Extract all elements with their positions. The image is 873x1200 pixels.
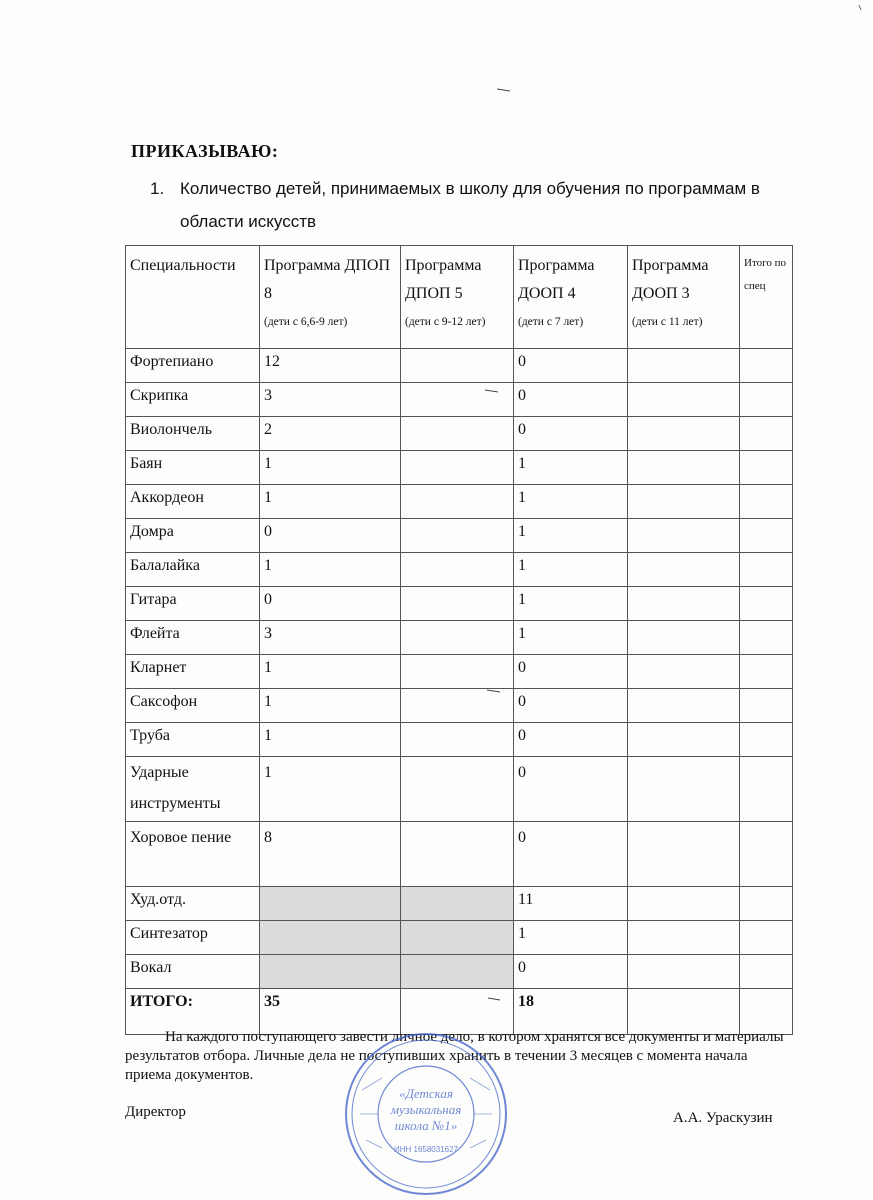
cell-dpop5 <box>401 921 514 955</box>
header-dpop8: Программа ДПОП 8 (дети с 6,6-9 лет) <box>260 246 401 349</box>
cell-specialty: Хоровое пение <box>126 822 260 887</box>
table-row <box>126 383 793 417</box>
cell-total <box>740 349 793 383</box>
header-specialties: Специальности <box>126 246 260 349</box>
director-label: Директор <box>125 1104 186 1120</box>
stamp-inn: ИНН 1658031627 <box>393 1145 459 1154</box>
cell-specialty: Вокал <box>126 955 260 989</box>
cell-dpop5 <box>401 519 514 553</box>
cell-total <box>740 383 793 417</box>
cell-doop4: 11 <box>514 887 628 921</box>
cell-doop3 <box>628 553 740 587</box>
cell-doop3 <box>628 519 740 553</box>
cell-dpop5 <box>401 451 514 485</box>
cell-total <box>740 519 793 553</box>
cell-dpop5 <box>401 485 514 519</box>
cell-specialty: Худ.отд. <box>126 887 260 921</box>
cell-specialty: Баян <box>126 451 260 485</box>
item-text: Количество детей, принимаемых в школу для обучения по программам в области искусств <box>180 179 760 231</box>
cell-total <box>740 822 793 887</box>
table-row <box>126 553 793 587</box>
cell-total <box>740 553 793 587</box>
order-item-1 <box>150 172 800 238</box>
cell-dpop5 <box>401 887 514 921</box>
cell-doop3 <box>628 451 740 485</box>
table-row <box>126 621 793 655</box>
cell-dpop8: 2 <box>260 417 401 451</box>
table-row <box>126 955 793 989</box>
cell-total <box>740 689 793 723</box>
cell-specialty: Ударные инструменты <box>126 757 260 822</box>
cell-doop4: 1 <box>514 519 628 553</box>
stamp-line-3: школа №1» <box>394 1118 458 1133</box>
table-row <box>126 723 793 757</box>
cell-total <box>740 621 793 655</box>
cell-doop4: 0 <box>514 417 628 451</box>
cell-dpop5 <box>401 689 514 723</box>
cell-doop3 <box>628 621 740 655</box>
cell-doop3 <box>628 822 740 887</box>
cell-specialty: Гитара <box>126 587 260 621</box>
cell-dpop8 <box>260 887 401 921</box>
cell-total-dpop8: 35 <box>260 989 401 1035</box>
cell-dpop5 <box>401 349 514 383</box>
cell-total <box>740 451 793 485</box>
cell-doop3 <box>628 485 740 519</box>
cell-total <box>740 921 793 955</box>
cell-dpop8: 12 <box>260 349 401 383</box>
cell-dpop5 <box>401 955 514 989</box>
cell-specialty: Виолончель <box>126 417 260 451</box>
cell-dpop8: 1 <box>260 655 401 689</box>
cell-doop4: 1 <box>514 451 628 485</box>
cell-doop4: 1 <box>514 587 628 621</box>
cell-doop4: 1 <box>514 921 628 955</box>
cell-doop4: 0 <box>514 955 628 989</box>
cell-dpop8: 1 <box>260 689 401 723</box>
cell-dpop5 <box>401 757 514 822</box>
cell-dpop5 <box>401 621 514 655</box>
cell-dpop5 <box>401 822 514 887</box>
cell-total <box>740 757 793 822</box>
table-row <box>126 485 793 519</box>
cell-doop4: 1 <box>514 553 628 587</box>
cell-doop3 <box>628 587 740 621</box>
header-doop3: Программа ДООП 3 (дети с 11 лет) <box>628 246 740 349</box>
director-name: А.А. Ураскузин <box>673 1110 773 1126</box>
table-row <box>126 349 793 383</box>
cell-doop4: 1 <box>514 621 628 655</box>
cell-doop3 <box>628 655 740 689</box>
cell-doop3 <box>628 383 740 417</box>
table-row <box>126 822 793 887</box>
stamp-line-1: «Детская <box>399 1086 453 1101</box>
cell-dpop8: 3 <box>260 383 401 417</box>
cell-doop4: 0 <box>514 689 628 723</box>
table-row <box>126 921 793 955</box>
cell-doop3 <box>628 417 740 451</box>
table-row <box>126 887 793 921</box>
order-heading: ПРИКАЗЫВАЮ: <box>131 141 279 161</box>
cell-dpop8: 0 <box>260 519 401 553</box>
cell-dpop8 <box>260 921 401 955</box>
cell-dpop5 <box>401 723 514 757</box>
cell-specialty: Скрипка <box>126 383 260 417</box>
cell-total-doop4: 18 <box>514 989 628 1035</box>
cell-dpop8: 1 <box>260 451 401 485</box>
cell-total <box>740 723 793 757</box>
cell-doop3 <box>628 921 740 955</box>
instruction-paragraph: На каждого поступающего завести личное дело, в котором хранятся все документы и материалы результатов отбора. Личные дела не поступивших хранить в течении 3 месяцев с момента начала приема документов. <box>125 1029 784 1083</box>
cell-doop4: 0 <box>514 349 628 383</box>
cell-specialty: Труба <box>126 723 260 757</box>
cell-dpop5 <box>401 383 514 417</box>
cell-total <box>740 417 793 451</box>
cell-specialty: Флейта <box>126 621 260 655</box>
cell-doop3 <box>628 723 740 757</box>
cell-specialty: Синтезатор <box>126 921 260 955</box>
header-dpop5: Программа ДПОП 5 (дети с 9-12 лет) <box>401 246 514 349</box>
cell-dpop5 <box>401 417 514 451</box>
cell-dpop5 <box>401 655 514 689</box>
cell-specialty: Домра <box>126 519 260 553</box>
table-row <box>126 689 793 723</box>
cell-specialty: Саксофон <box>126 689 260 723</box>
table-row <box>126 655 793 689</box>
admission-table <box>125 245 793 1035</box>
cell-total <box>740 587 793 621</box>
cell-total-label: ИТОГО: <box>126 989 260 1035</box>
cell-total <box>740 485 793 519</box>
cell-specialty: Кларнет <box>126 655 260 689</box>
cell-doop3 <box>628 955 740 989</box>
cell-dpop5 <box>401 553 514 587</box>
cell-doop4: 0 <box>514 383 628 417</box>
cell-dpop8: 1 <box>260 757 401 822</box>
cell-dpop8: 1 <box>260 485 401 519</box>
cell-doop4: 0 <box>514 723 628 757</box>
header-total-by-spec: Итого по спец <box>740 246 793 349</box>
table-row <box>126 417 793 451</box>
school-stamp <box>342 1030 510 1198</box>
cell-specialty: Аккордеон <box>126 485 260 519</box>
stamp-line-2: музыкальная <box>390 1102 462 1117</box>
cell-dpop5 <box>401 587 514 621</box>
header-doop4: Программа ДООП 4 (дети с 7 лет) <box>514 246 628 349</box>
cell-dpop8: 3 <box>260 621 401 655</box>
cell-doop3 <box>628 689 740 723</box>
item-number: 1. <box>150 179 165 198</box>
cell-dpop8 <box>260 955 401 989</box>
cell-dpop8: 1 <box>260 553 401 587</box>
cell-specialty: Балалайка <box>126 553 260 587</box>
cell-doop3 <box>628 757 740 822</box>
table-header-row <box>126 246 793 349</box>
cell-total <box>740 955 793 989</box>
table-row <box>126 451 793 485</box>
cell-doop4: 0 <box>514 757 628 822</box>
table-row <box>126 757 793 822</box>
cell-total <box>740 887 793 921</box>
cell-doop3 <box>628 349 740 383</box>
table-row <box>126 519 793 553</box>
cell-doop4: 0 <box>514 822 628 887</box>
cell-doop4: 0 <box>514 655 628 689</box>
cell-dpop8: 1 <box>260 723 401 757</box>
cell-dpop8: 8 <box>260 822 401 887</box>
table-row <box>126 587 793 621</box>
cell-doop4: 1 <box>514 485 628 519</box>
cell-dpop8: 0 <box>260 587 401 621</box>
cell-specialty: Фортепиано <box>126 349 260 383</box>
cell-total <box>740 655 793 689</box>
cell-doop3 <box>628 887 740 921</box>
